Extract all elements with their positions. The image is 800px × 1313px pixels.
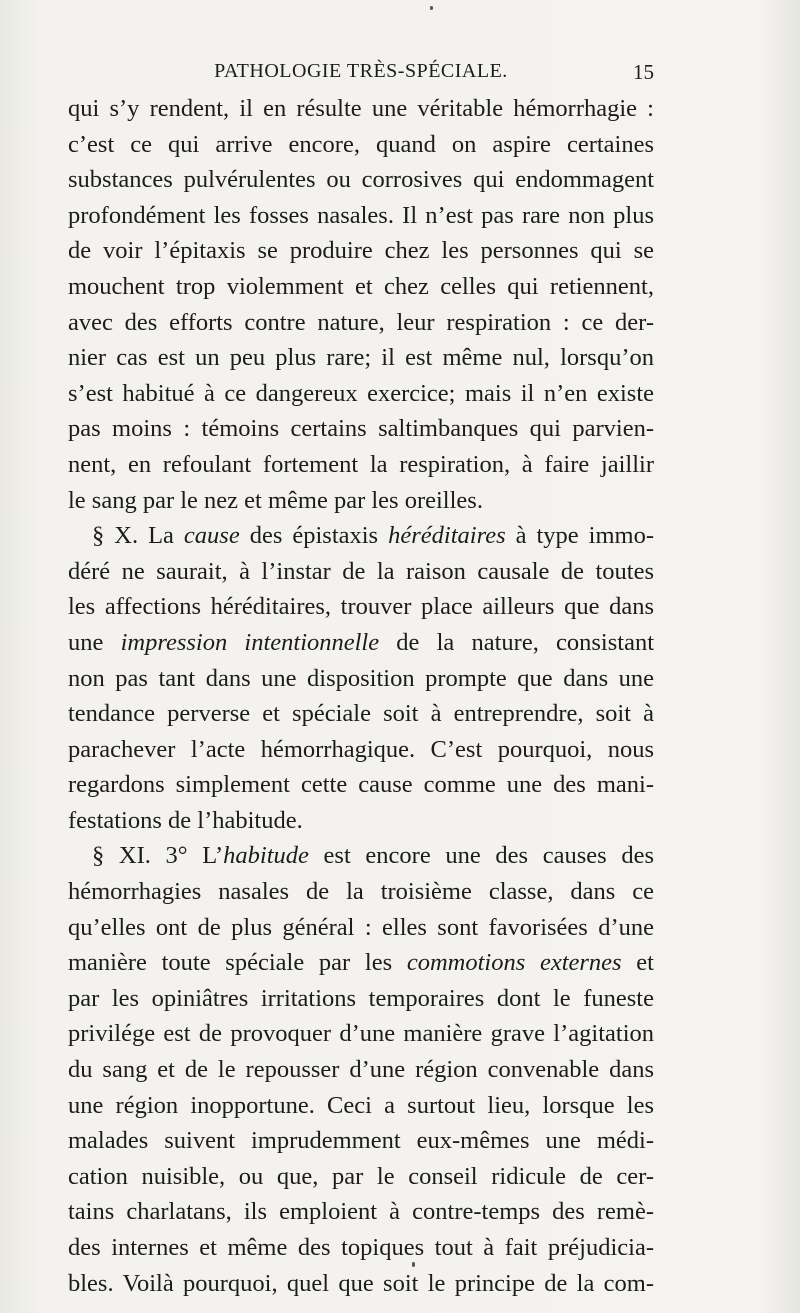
text-line: de voir l’épitaxis se produire chez les personnes qui se	[68, 237, 654, 265]
italic-term: impression intentionnelle	[120, 628, 380, 656]
running-title: PATHOLOGIE TRÈS-SPÉCIALE.	[214, 60, 508, 82]
ink-speck	[430, 6, 433, 10]
text-line: déré ne saurait, à l’instar de la raison causale de toutes	[68, 557, 654, 585]
text-line: tendance perverse et spéciale soit à entreprendre, soit à	[68, 700, 654, 728]
text-line: par les opiniâtres irritations temporaires dont le funeste	[68, 984, 654, 1012]
text-line: bles. Voilà pourquoi, quel que soit le principe de la com-	[68, 1269, 654, 1297]
ink-speck	[412, 1262, 415, 1267]
line-segment: à type immo-	[505, 522, 654, 550]
text-line: qui s’y rendent, il en résulte une véritable hémorrhagie :	[68, 95, 654, 122]
text-line: du sang et de le repousser d’une région convenable dans	[68, 1056, 654, 1084]
text-line: nier cas est un peu plus rare; il est même nul, lorsqu’on	[68, 344, 654, 372]
italic-term: habitude	[223, 842, 309, 870]
body-text	[68, 91, 654, 1301]
text-line: regardons simplement cette cause comme une des mani-	[68, 771, 654, 799]
text-line: pas moins : témoins certains saltimbanques qui parvien-	[68, 415, 654, 443]
text-line: s’est habitué à ce dangereux exercice; mais il n’en existe	[68, 379, 654, 407]
italic-term: héréditaires	[388, 522, 506, 550]
line-segment: des épistaxis	[239, 522, 389, 550]
text-line: cation nuisible, ou que, par le conseil ridicule de cer-	[68, 1162, 654, 1190]
text-line: le sang par le nez et même par les oreilles.	[68, 486, 483, 514]
line-segment: manière toute spéciale par les	[68, 949, 407, 977]
page-header	[68, 56, 654, 88]
line-segment: de la nature, consistant	[379, 628, 655, 656]
line-segment: et	[621, 949, 654, 977]
text-line: tains charlatans, ils emploient à contre-temps des remè-	[68, 1198, 654, 1226]
section-xi-heading-line	[68, 838, 654, 874]
text-line: c’est ce qui arrive encore, quand on aspire certaines	[68, 130, 654, 158]
text-line: hémorrhagies nasales de la troisième classe, dans ce	[68, 878, 654, 906]
line-segment: § X. La	[92, 522, 184, 550]
text-line: substances pulvérulentes ou corrosives qui endommagent	[68, 166, 654, 194]
text-line	[68, 945, 654, 981]
line-segment: § XI. 3° L’	[92, 842, 224, 870]
text-line: malades suivent imprudemment eux-mêmes une médi-	[68, 1127, 654, 1155]
text-line: parachever l’acte hémorrhagique. C’est pourquoi, nous	[68, 735, 654, 763]
text-line: qu’elles ont de plus général : elles sont favorisées d’une	[68, 913, 654, 941]
italic-term: cause	[183, 522, 240, 550]
page-number: 15	[633, 60, 654, 84]
text-line: festations de l’habitude.	[68, 806, 303, 834]
text-line: mouchent trop violemment et chez celles qui retiennent,	[68, 272, 654, 300]
text-line: une région inopportune. Ceci a surtout lieu, lorsque les	[68, 1091, 654, 1119]
text-line: les affections héréditaires, trouver place ailleurs que dans	[68, 593, 654, 621]
line-segment: est encore une des causes des	[308, 842, 654, 870]
italic-term: commotions externes	[406, 949, 622, 977]
text-line: nent, en refoulant fortement la respiration, à faire jaillir	[68, 450, 654, 478]
text-line	[68, 625, 654, 661]
text-line: non pas tant dans une disposition prompte que dans une	[68, 664, 654, 692]
line-segment: une	[68, 628, 121, 656]
text-line: avec des efforts contre nature, leur respiration : ce der-	[68, 308, 654, 336]
section-x-heading-line	[68, 518, 654, 554]
text-line: privilége est de provoquer d’une manière grave l’agitation	[68, 1020, 654, 1048]
text-line: des internes et même des topiques tout à fait préjudicia-	[68, 1234, 654, 1261]
text-line: profondément les fosses nasales. Il n’est pas rare non plus	[68, 201, 654, 229]
